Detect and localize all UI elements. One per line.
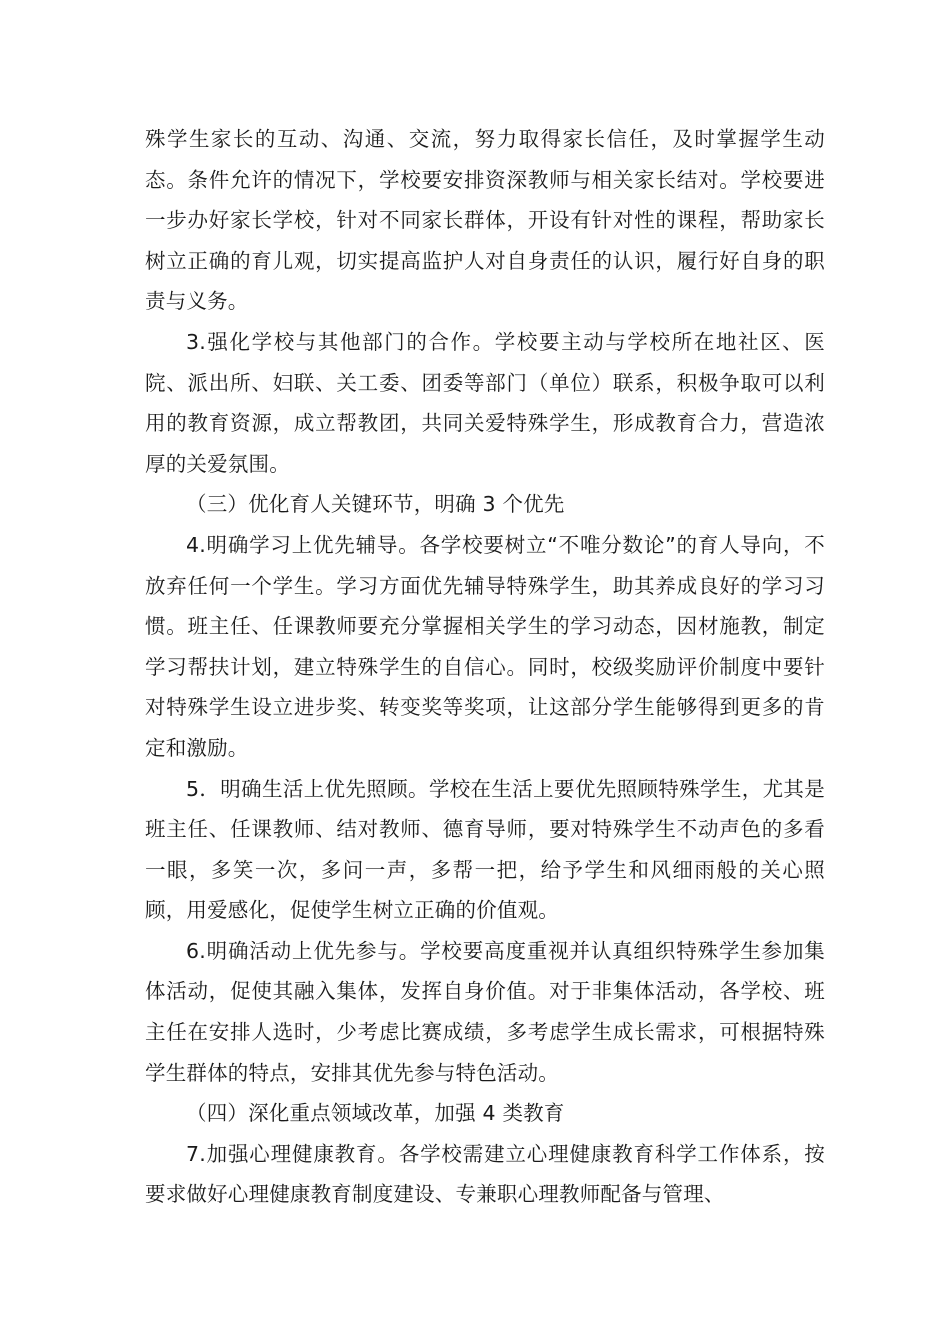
section-heading-3: （三）优化育人关键环节，明确 3 个优先 [186, 492, 565, 517]
paragraph-continuation: 殊学生家长的互动、沟通、交流，努力取得家长信任，及时掌握学生动态。条件允许的情况下，学校要安排资深教师与相关家长结对。学校要进一步办好家长学校，针对不同家长群体，开设有针对性的课程，帮助家长树立正确的育儿观，切实提高监护人对自身责任的认识，履行好自身的职责与义务。 [145, 127, 825, 314]
paragraph-item-4: 4.明确学习上优先辅导。各学校要树立“不唯分数论”的育人导向，不放弃任何一个学生。学习方面优先辅导特殊学生，助其养成良好的学习习惯。班主任、任课教师要充分掌握相关学生的学习动态，因材施教，制定学习帮扶计划，建立特殊学生的自信心。同时，校级奖励评价制度中要针对特殊学生设立进步奖、转变奖等奖项，让这部分学生能够得到更多的肯定和激励。 [145, 532, 825, 760]
paragraph-item-5: 5．明确生活上优先照顾。学校在生活上要优先照顾特殊学生，尤其是班主任、任课教师、结对教师、德育导师，要对特殊学生不动声色的多看一眼，多笑一次，多问一声，多帮一把，给予学生和风细雨般的关心照顾，用爱感化，促使学生树立正确的价值观。 [145, 776, 825, 923]
paragraph-item-6: 6.明确活动上优先参与。学校要高度重视并认真组织特殊学生参加集体活动，促使其融入集体，发挥自身价值。对于非集体活动，各学校、班主任在安排人选时，少考虑比赛成绩，多考虑学生成长需求，可根据特殊学生群体的特点，安排其优先参与特色活动。 [145, 938, 825, 1085]
paragraph-item-3: 3.强化学校与其他部门的合作。学校要主动与学校所在地社区、医院、派出所、妇联、关工委、团委等部门（单位）联系，积极争取可以利用的教育资源，成立帮教团，共同关爱特殊学生，形成教育合力，营造浓厚的关爱氛围。 [145, 329, 825, 476]
document-body [145, 119, 825, 1215]
paragraph-item-7: 7.加强心理健康教育。各学校需建立心理健康教育科学工作体系，按要求做好心理健康教育制度建设、专兼职心理教师配备与管理、 [145, 1141, 825, 1207]
section-heading-4: （四）深化重点领域改革，加强 4 类教育 [186, 1101, 565, 1126]
